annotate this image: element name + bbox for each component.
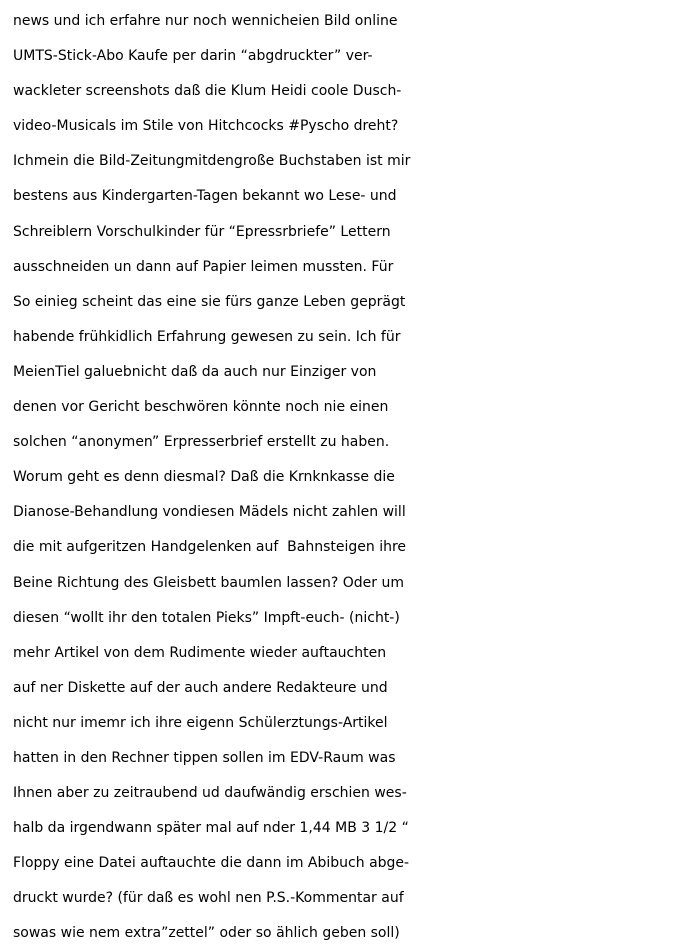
text-line: So einieg scheint das eine sie fürs ganze Leben geprägt bbox=[13, 293, 406, 310]
text-line: news und ich erfahre nur noch wennicheien Bild online bbox=[13, 13, 398, 29]
text-line: video-Musicals im Stile von Hitchcocks #Pyscho dreht? bbox=[13, 118, 399, 135]
text-line: hatten in den Rechner tippen sollen im EDV-Raum was bbox=[13, 749, 396, 766]
text-line: MeienTiel galuebnicht daß da auch nur Einziger von bbox=[13, 363, 377, 380]
text-line: halb da irgendwann später mal auf nder 1,44 MB 3 1/2 “ bbox=[13, 820, 409, 837]
text-line: Worum geht es denn diesmal? Daß die Krnknkasse die bbox=[13, 469, 395, 486]
text-line: UMTS-Stick-Abo Kaufe per darin “abgdruckter” ver- bbox=[13, 48, 373, 65]
text-line: mehr Artikel von dem Rudimente wieder auftauchten bbox=[13, 644, 387, 661]
text-line: ausschneiden un dann auf Papier leimen mussten. Für bbox=[13, 258, 394, 275]
text-line: Beine Richtung des Gleisbett baumlen lassen? Oder um bbox=[13, 574, 404, 591]
text-line: solchen “anonymen” Erpresserbrief erstellt zu haben. bbox=[13, 434, 390, 451]
text-line: Dianose-Behandlung vondiesen Mädels nicht zahlen will bbox=[13, 504, 406, 521]
text-line: Ihnen aber zu zeitraubend ud daufwändig erschien wes- bbox=[13, 785, 407, 802]
text-line: Ichmein die Bild-Zeitungmitdengroße Buchstaben ist mir bbox=[13, 153, 411, 170]
text-line: Floppy eine Datei auftauchte die dann im Abibuch abge- bbox=[13, 855, 410, 872]
text-line: habende frühkidlich Erfahrung gewesen zu sein. Ich für bbox=[13, 328, 401, 345]
text-line: sowas wie nem extra”zettel” oder so ählich geben soll) bbox=[13, 925, 400, 942]
text-line: bestens aus Kindergarten-Tagen bekannt wo Lese- und bbox=[13, 188, 397, 205]
text-line: Schreiblern Vorschulkinder für “Epressrbriefe” Lettern bbox=[13, 223, 391, 240]
text-line: denen vor Gericht beschwören könnte noch nie einen bbox=[13, 399, 389, 416]
text-line: auf ner Diskette auf der auch andere Redakteure und bbox=[13, 679, 388, 696]
text-line: diesen “wollt ihr den totalen Pieks” Impft-euch- (nicht-) bbox=[13, 609, 400, 626]
text-line: die mit aufgeritzen Handgelenken auf Bahnsteigen ihre bbox=[13, 539, 407, 556]
text-line: wackleter screenshots daß die Klum Heidi coole Dusch- bbox=[13, 83, 402, 100]
text-line: nicht nur imemr ich ihre eigenn Schülerztungs-Artikel bbox=[13, 714, 388, 731]
body-text bbox=[13, 4, 681, 952]
text-line: druckt wurde? (für daß es wohl nen P.S.-Kommentar auf bbox=[13, 890, 404, 907]
